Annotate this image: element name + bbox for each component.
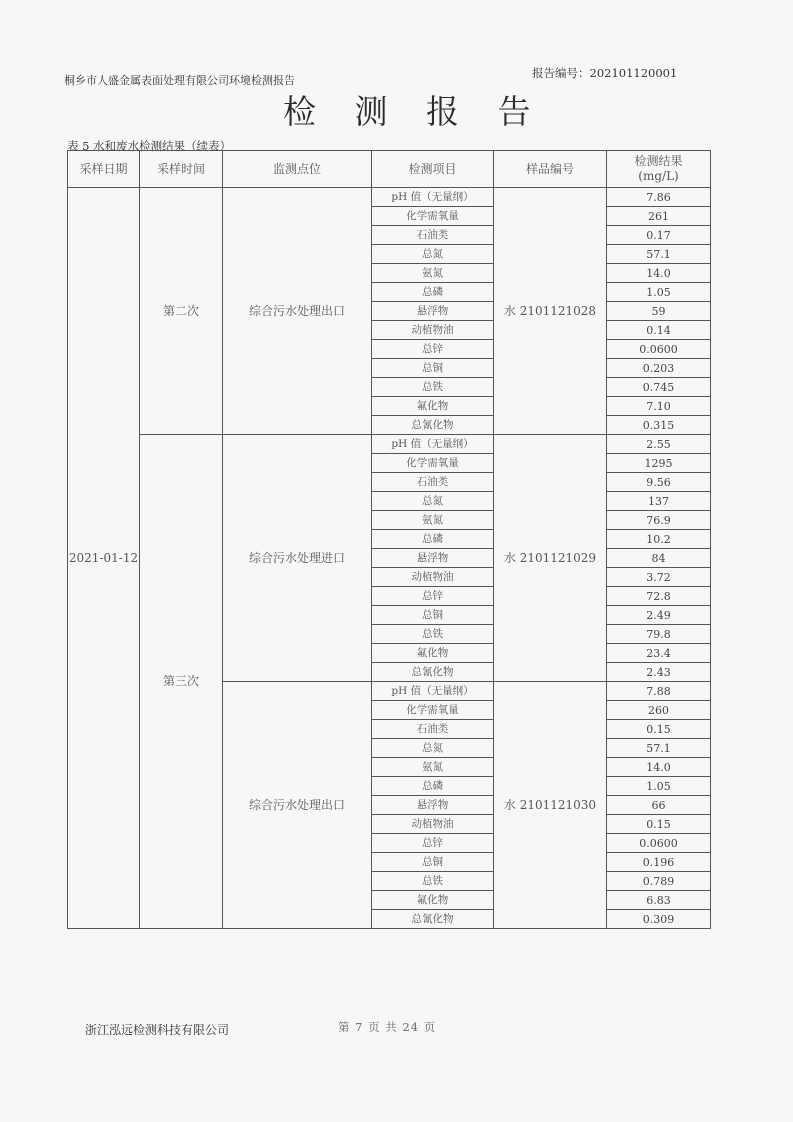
header-test-item: 检测项目 <box>372 151 494 188</box>
test-item-cell: 氨氮 <box>372 758 494 777</box>
result-value-cell: 7.86 <box>607 188 711 207</box>
page-indicator: 第 7 页 共 24 页 <box>338 1020 437 1034</box>
test-item-cell: 总氮 <box>372 492 494 511</box>
header-sample-no: 样品编号 <box>494 151 607 188</box>
result-value-cell: 2.55 <box>607 435 711 454</box>
result-value-cell: 72.8 <box>607 587 711 606</box>
result-value-cell: 84 <box>607 549 711 568</box>
test-item-cell: 总氮 <box>372 739 494 758</box>
report-number: 报告编号：202101120001 <box>532 66 678 80</box>
test-item-cell: 氨氮 <box>372 511 494 530</box>
result-value-cell: 1.05 <box>607 283 711 302</box>
result-value-cell: 7.88 <box>607 682 711 701</box>
sample-no-cell: 水 2101121028 <box>494 188 607 435</box>
result-value-cell: 7.10 <box>607 397 711 416</box>
result-value-cell: 2.49 <box>607 606 711 625</box>
test-item-cell: 总铜 <box>372 606 494 625</box>
test-item-cell: 化学需氧量 <box>372 701 494 720</box>
test-item-cell: pH 值（无量纲） <box>372 435 494 454</box>
result-value-cell: 0.15 <box>607 720 711 739</box>
test-item-cell: 总氮 <box>372 245 494 264</box>
test-item-cell: 总磷 <box>372 530 494 549</box>
result-value-cell: 0.14 <box>607 321 711 340</box>
test-item-cell: 氟化物 <box>372 891 494 910</box>
test-item-cell: 总磷 <box>372 777 494 796</box>
test-item-cell: 悬浮物 <box>372 796 494 815</box>
table-header-row <box>68 151 711 188</box>
result-value-cell: 79.8 <box>607 625 711 644</box>
result-value-cell: 0.0600 <box>607 340 711 359</box>
test-item-cell: 总磷 <box>372 283 494 302</box>
test-item-cell: 氟化物 <box>372 644 494 663</box>
result-value-cell: 57.1 <box>607 245 711 264</box>
sampling-time-cell: 第三次 <box>140 435 223 929</box>
result-value-cell: 2.43 <box>607 663 711 682</box>
result-value-cell: 0.315 <box>607 416 711 435</box>
test-item-cell: 总氰化物 <box>372 910 494 929</box>
table-row <box>68 435 711 454</box>
result-value-cell: 59 <box>607 302 711 321</box>
monitoring-point-cell: 综合污水处理进口 <box>223 435 372 682</box>
result-value-cell: 9.56 <box>607 473 711 492</box>
result-value-cell: 76.9 <box>607 511 711 530</box>
test-item-cell: 总锌 <box>372 587 494 606</box>
test-item-cell: 动植物油 <box>372 321 494 340</box>
result-value-cell: 10.2 <box>607 530 711 549</box>
test-item-cell: 总铁 <box>372 378 494 397</box>
monitoring-point-cell: 综合污水处理出口 <box>223 682 372 929</box>
test-item-cell: 总锌 <box>372 834 494 853</box>
test-item-cell: 总铁 <box>372 625 494 644</box>
sampling-date-cell: 2021-01-12 <box>68 188 140 929</box>
result-value-cell: 57.1 <box>607 739 711 758</box>
header-monitoring-point: 监测点位 <box>223 151 372 188</box>
result-value-cell: 137 <box>607 492 711 511</box>
result-value-cell: 0.196 <box>607 853 711 872</box>
result-value-cell: 66 <box>607 796 711 815</box>
sampling-time-cell: 第二次 <box>140 188 223 435</box>
test-item-cell: 氟化物 <box>372 397 494 416</box>
test-item-cell: 总铜 <box>372 853 494 872</box>
result-value-cell: 14.0 <box>607 264 711 283</box>
document-title: 检 测 报 告 <box>283 92 545 131</box>
result-value-cell: 1295 <box>607 454 711 473</box>
test-item-cell: 动植物油 <box>372 568 494 587</box>
test-item-cell: 总锌 <box>372 340 494 359</box>
header-sampling-time: 采样时间 <box>140 151 223 188</box>
footer-company: 浙江泓远检测科技有限公司 <box>85 1023 230 1037</box>
result-value-cell: 0.15 <box>607 815 711 834</box>
result-value-cell: 1.05 <box>607 777 711 796</box>
sample-no-cell: 水 2101121030 <box>494 682 607 929</box>
test-item-cell: 石油类 <box>372 720 494 739</box>
test-item-cell: 化学需氧量 <box>372 454 494 473</box>
header-sampling-date: 采样日期 <box>68 151 140 188</box>
sample-no-cell: 水 2101121029 <box>494 435 607 682</box>
result-value-cell: 0.0600 <box>607 834 711 853</box>
table-caption: 表 5 水和废水检测结果（续表） <box>67 139 232 153</box>
result-value-cell: 0.17 <box>607 226 711 245</box>
result-value-cell: 0.203 <box>607 359 711 378</box>
test-item-cell: 石油类 <box>372 226 494 245</box>
test-item-cell: 总铁 <box>372 872 494 891</box>
test-item-cell: 总铜 <box>372 359 494 378</box>
company-report-header: 桐乡市人盛金属表面处理有限公司环境检测报告 <box>64 74 295 87</box>
test-item-cell: 总氰化物 <box>372 416 494 435</box>
result-value-cell: 0.789 <box>607 872 711 891</box>
test-item-cell: pH 值（无量纲） <box>372 188 494 207</box>
result-value-cell: 3.72 <box>607 568 711 587</box>
monitoring-point-cell: 综合污水处理出口 <box>223 188 372 435</box>
header-result-unit: (mg/L) <box>638 169 679 183</box>
result-value-cell: 14.0 <box>607 758 711 777</box>
test-item-cell: 化学需氧量 <box>372 207 494 226</box>
test-item-cell: 悬浮物 <box>372 302 494 321</box>
result-value-cell: 260 <box>607 701 711 720</box>
test-item-cell: 总氰化物 <box>372 663 494 682</box>
result-value-cell: 261 <box>607 207 711 226</box>
header-result-label: 检测结果 <box>634 154 683 168</box>
results-table <box>67 150 711 929</box>
test-item-cell: 悬浮物 <box>372 549 494 568</box>
result-value-cell: 6.83 <box>607 891 711 910</box>
header-result <box>607 151 711 188</box>
test-item-cell: 氨氮 <box>372 264 494 283</box>
result-value-cell: 0.309 <box>607 910 711 929</box>
result-value-cell: 0.745 <box>607 378 711 397</box>
test-item-cell: 动植物油 <box>372 815 494 834</box>
table-row <box>68 188 711 207</box>
test-item-cell: pH 值（无量纲） <box>372 682 494 701</box>
table-body <box>68 188 711 929</box>
result-value-cell: 23.4 <box>607 644 711 663</box>
test-item-cell: 石油类 <box>372 473 494 492</box>
